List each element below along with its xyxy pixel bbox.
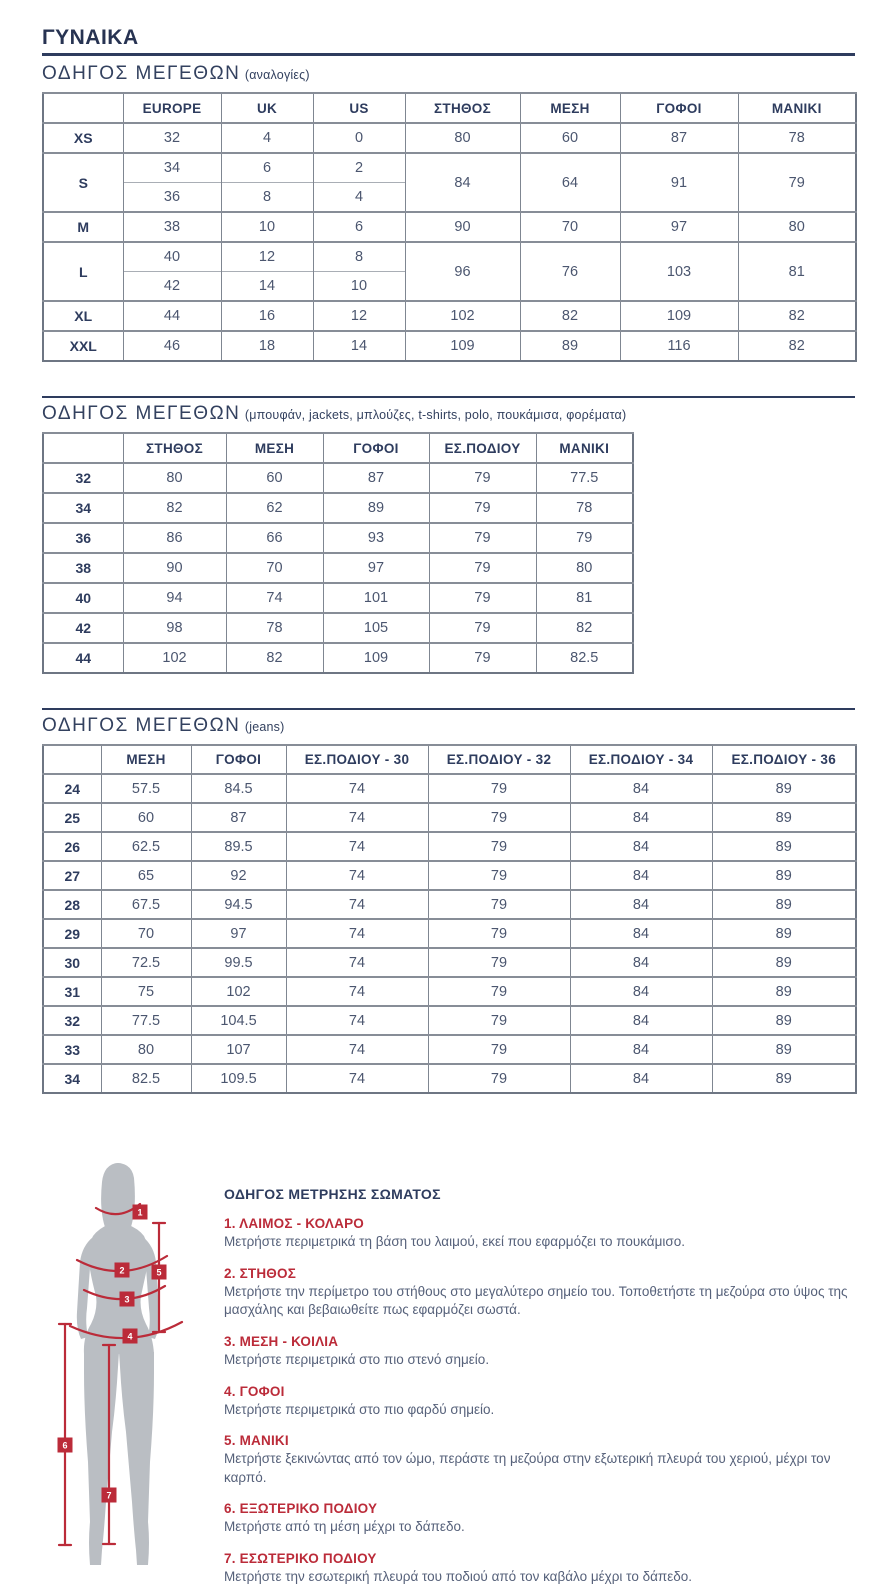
value-cell: 101 xyxy=(323,583,429,613)
value-cell: 2 xyxy=(313,153,405,183)
value-cell: 84.5 xyxy=(191,774,286,803)
measure-item-heading: 3. ΜΕΣΗ - ΚΟΙΛΙΑ xyxy=(224,1333,339,1349)
value-cell: 105 xyxy=(323,613,429,643)
marker-6-outer-leg xyxy=(58,1438,73,1453)
measure-item-text: Μετρήστε περιμετρικά στο πιο στενό σημείο. xyxy=(224,1351,490,1367)
size-cell: 31 xyxy=(43,977,101,1006)
section-title: ΟΔΗΓΟΣ ΜΕΓΕΘΩΝ xyxy=(42,63,241,84)
table-row xyxy=(43,613,633,643)
value-cell: 89 xyxy=(712,774,856,803)
column-header-inseam-32: ΕΣ.ΠΟΔΙΟΥ - 32 xyxy=(428,745,570,774)
size-table-analogies xyxy=(42,92,857,362)
value-cell: 79 xyxy=(429,553,536,583)
value-cell: 89 xyxy=(712,919,856,948)
svg-text:3: 3 xyxy=(124,1294,130,1305)
value-cell: 84 xyxy=(570,803,712,832)
size-cell: 44 xyxy=(43,643,123,673)
value-cell: 89 xyxy=(712,977,856,1006)
value-cell: 82 xyxy=(123,493,226,523)
value-cell: 40 xyxy=(123,242,221,272)
value-cell: 86 xyxy=(123,523,226,553)
table-row xyxy=(43,212,856,242)
size-cell: S xyxy=(43,153,123,212)
size-cell: 28 xyxy=(43,890,101,919)
table-row xyxy=(43,463,633,493)
value-cell: 18 xyxy=(221,331,313,361)
value-cell: 60 xyxy=(226,463,323,493)
value-cell: 79 xyxy=(738,153,856,212)
size-cell: M xyxy=(43,212,123,242)
svg-text:6: 6 xyxy=(62,1440,68,1451)
value-cell: 80 xyxy=(536,553,633,583)
measure-item-sleeve xyxy=(224,1433,855,1487)
value-cell: 70 xyxy=(101,919,191,948)
size-table-tops xyxy=(42,432,634,674)
value-cell: 79 xyxy=(428,1035,570,1064)
value-cell: 96 xyxy=(405,242,520,301)
section-title: ΟΔΗΓΟΣ ΜΕΓΕΘΩΝ xyxy=(42,715,241,736)
size-cell: XXL xyxy=(43,331,123,361)
title-divider xyxy=(42,53,855,56)
measure-item-text: Μετρήστε ξεκινώντας από τον ώμο, περάστε τη μεζούρα στην εξωτερική πλευρά του χεριού, μέχρι τον καρπό. xyxy=(224,1451,831,1485)
value-cell: 6 xyxy=(313,212,405,242)
value-cell: 78 xyxy=(226,613,323,643)
value-cell: 87 xyxy=(620,123,738,153)
marker-3-waist xyxy=(120,1292,135,1307)
value-cell: 8 xyxy=(313,242,405,272)
value-cell: 60 xyxy=(520,123,620,153)
measure-item-heading: 1. ΛΑΙΜΟΣ - ΚΟΛΑΡΟ xyxy=(224,1216,364,1231)
value-cell: 36 xyxy=(123,183,221,213)
size-cell: 24 xyxy=(43,774,101,803)
value-cell: 90 xyxy=(405,212,520,242)
value-cell: 74 xyxy=(286,1035,428,1064)
table-row xyxy=(43,493,633,523)
table-row xyxy=(43,153,856,183)
value-cell: 109.5 xyxy=(191,1064,286,1093)
value-cell: 76 xyxy=(520,242,620,301)
value-cell: 74 xyxy=(286,977,428,1006)
column-header-chest: ΣΤΗΘΟΣ xyxy=(405,93,520,123)
value-cell: 4 xyxy=(221,123,313,153)
value-cell: 81 xyxy=(536,583,633,613)
table-row xyxy=(43,890,856,919)
table-row xyxy=(43,977,856,1006)
table-row xyxy=(43,301,856,331)
measure-item-outer-leg xyxy=(224,1501,855,1537)
value-cell: 94.5 xyxy=(191,890,286,919)
value-cell: 74 xyxy=(286,948,428,977)
value-cell: 77.5 xyxy=(101,1006,191,1035)
value-cell: 89 xyxy=(712,861,856,890)
measure-item-text: Μετρήστε την περίμετρο του στήθους στο μεγαλύτερο σημείο του. Τοποθετήστε τη μεζούρα στο ύψος της μασχάλης και βεβαιωθείτε πως εφαρμόζει σωστά. xyxy=(224,1283,848,1318)
value-cell: 84 xyxy=(570,890,712,919)
section-heading-tops xyxy=(42,403,855,425)
value-cell: 109 xyxy=(620,301,738,331)
value-cell: 57.5 xyxy=(101,774,191,803)
value-cell: 74 xyxy=(286,1006,428,1035)
measure-item-heading: 6. ΕΞΩΤΕΡΙΚΟ ΠΟΔΙΟΥ xyxy=(224,1501,378,1517)
value-cell: 102 xyxy=(191,977,286,1006)
value-cell: 60 xyxy=(101,803,191,832)
table-row xyxy=(43,774,856,803)
value-cell: 42 xyxy=(123,272,221,302)
female-silhouette xyxy=(77,1163,162,1565)
value-cell: 74 xyxy=(286,861,428,890)
value-cell: 79 xyxy=(428,977,570,1006)
value-cell: 79 xyxy=(428,832,570,861)
value-cell: 38 xyxy=(123,212,221,242)
value-cell: 75 xyxy=(101,977,191,1006)
value-cell: 89 xyxy=(712,803,856,832)
value-cell: 116 xyxy=(620,331,738,361)
table-row xyxy=(43,242,856,272)
table-row xyxy=(43,832,856,861)
value-cell: 79 xyxy=(428,919,570,948)
value-cell: 102 xyxy=(405,301,520,331)
value-cell: 12 xyxy=(221,242,313,272)
value-cell: 97 xyxy=(323,553,429,583)
value-cell: 66 xyxy=(226,523,323,553)
column-header-empty xyxy=(43,433,123,463)
value-cell: 79 xyxy=(429,523,536,553)
size-cell: L xyxy=(43,242,123,301)
section-subtitle: (jeans) xyxy=(244,720,285,734)
column-header-hips: ΓΟΦΟΙ xyxy=(323,433,429,463)
value-cell: 79 xyxy=(429,643,536,673)
measure-item-waist xyxy=(224,1334,855,1370)
value-cell: 64 xyxy=(520,153,620,212)
size-table-jeans xyxy=(42,744,857,1094)
value-cell: 79 xyxy=(428,803,570,832)
value-cell: 79 xyxy=(428,1064,570,1093)
value-cell: 97 xyxy=(191,919,286,948)
marker-7-inner-leg xyxy=(102,1488,117,1503)
value-cell: 94 xyxy=(123,583,226,613)
value-cell: 84 xyxy=(570,774,712,803)
table-row xyxy=(43,1035,856,1064)
value-cell: 74 xyxy=(286,919,428,948)
value-cell: 74 xyxy=(286,1064,428,1093)
value-cell: 98 xyxy=(123,613,226,643)
column-header-hips: ΓΟΦΟΙ xyxy=(620,93,738,123)
size-cell: 27 xyxy=(43,861,101,890)
value-cell: 74 xyxy=(286,774,428,803)
value-cell: 89 xyxy=(520,331,620,361)
value-cell: 89 xyxy=(712,890,856,919)
value-cell: 0 xyxy=(313,123,405,153)
column-header-uk: UK xyxy=(221,93,313,123)
table-row xyxy=(43,331,856,361)
table-row xyxy=(43,803,856,832)
value-cell: 74 xyxy=(286,890,428,919)
value-cell: 4 xyxy=(313,183,405,213)
value-cell: 82 xyxy=(738,301,856,331)
body-measurement-guide xyxy=(42,1162,855,1587)
table-row xyxy=(43,553,633,583)
column-header-empty xyxy=(43,93,123,123)
svg-text:1: 1 xyxy=(137,1207,143,1218)
value-cell: 79 xyxy=(429,583,536,613)
value-cell: 74 xyxy=(286,803,428,832)
measure-item-text: Μετρήστε την εσωτερική πλευρά του ποδιού από τον καβάλο μέχρι το δάπεδο. xyxy=(224,1569,692,1584)
table-row xyxy=(43,919,856,948)
marker-2-chest xyxy=(115,1263,130,1278)
value-cell: 78 xyxy=(738,123,856,153)
table-header-row xyxy=(43,93,856,123)
value-cell: 65 xyxy=(101,861,191,890)
value-cell: 82 xyxy=(536,613,633,643)
size-cell: 25 xyxy=(43,803,101,832)
table-row xyxy=(43,583,633,613)
column-header-empty xyxy=(43,745,101,774)
value-cell: 84 xyxy=(405,153,520,212)
value-cell: 79 xyxy=(428,774,570,803)
value-cell: 80 xyxy=(101,1035,191,1064)
measurement-instructions xyxy=(224,1186,855,1587)
section-subtitle: (μπουφάν, jackets, μπλούζες, t-shirts, polo, πουκάμισα, φορέματα) xyxy=(244,408,627,422)
section-divider xyxy=(42,396,855,398)
value-cell: 84 xyxy=(570,1064,712,1093)
value-cell: 87 xyxy=(323,463,429,493)
value-cell: 80 xyxy=(123,463,226,493)
value-cell: 82 xyxy=(226,643,323,673)
value-cell: 84 xyxy=(570,1006,712,1035)
size-cell: 40 xyxy=(43,583,123,613)
value-cell: 82 xyxy=(738,331,856,361)
value-cell: 89 xyxy=(712,948,856,977)
value-cell: 89 xyxy=(323,493,429,523)
size-cell: 30 xyxy=(43,948,101,977)
value-cell: 70 xyxy=(226,553,323,583)
measure-item-inner-leg xyxy=(224,1551,855,1587)
value-cell: 84 xyxy=(570,977,712,1006)
table-row xyxy=(43,123,856,153)
marker-4-hips xyxy=(123,1329,138,1344)
marker-1-neck xyxy=(133,1205,148,1220)
value-cell: 14 xyxy=(313,331,405,361)
svg-text:2: 2 xyxy=(119,1265,125,1276)
value-cell: 97 xyxy=(620,212,738,242)
value-cell: 84 xyxy=(570,832,712,861)
value-cell: 89 xyxy=(712,1035,856,1064)
measure-item-text: Μετρήστε από τη μέση μέχρι το δάπεδο. xyxy=(224,1519,465,1535)
body-measurement-figure xyxy=(32,1162,222,1587)
measure-item-chest xyxy=(224,1266,855,1320)
value-cell: 79 xyxy=(428,948,570,977)
measure-item-heading: 2. ΣΤΗΘΟΣ xyxy=(224,1265,297,1281)
value-cell: 34 xyxy=(123,153,221,183)
value-cell: 78 xyxy=(536,493,633,523)
size-cell: 34 xyxy=(43,1064,101,1093)
table-row xyxy=(43,948,856,977)
measure-item-text: Μετρήστε περιμετρικά στο πιο φαρδύ σημείο. xyxy=(224,1401,495,1417)
value-cell: 79 xyxy=(536,523,633,553)
value-cell: 87 xyxy=(191,803,286,832)
column-header-hips: ΓΟΦΟΙ xyxy=(191,745,286,774)
table-row xyxy=(43,1006,856,1035)
value-cell: 62 xyxy=(226,493,323,523)
value-cell: 89 xyxy=(712,1006,856,1035)
value-cell: 79 xyxy=(429,493,536,523)
column-header-waist: ΜΕΣΗ xyxy=(101,745,191,774)
column-header-chest: ΣΤΗΘΟΣ xyxy=(123,433,226,463)
value-cell: 79 xyxy=(428,1006,570,1035)
svg-text:4: 4 xyxy=(127,1331,133,1342)
size-cell: 32 xyxy=(43,1006,101,1035)
value-cell: 10 xyxy=(313,272,405,302)
column-header-waist: ΜΕΣΗ xyxy=(520,93,620,123)
value-cell: 6 xyxy=(221,153,313,183)
value-cell: 46 xyxy=(123,331,221,361)
column-header-inseam-34: ΕΣ.ΠΟΔΙΟΥ - 34 xyxy=(570,745,712,774)
value-cell: 89.5 xyxy=(191,832,286,861)
measure-item-heading: 7. ΕΣΩΤΕΡΙΚΟ ΠΟΔΙΟΥ xyxy=(224,1551,377,1566)
value-cell: 79 xyxy=(429,613,536,643)
table-row xyxy=(43,523,633,553)
value-cell: 82.5 xyxy=(101,1064,191,1093)
value-cell: 107 xyxy=(191,1035,286,1064)
value-cell: 10 xyxy=(221,212,313,242)
section-heading-analogies xyxy=(42,63,855,85)
value-cell: 84 xyxy=(570,861,712,890)
value-cell: 103 xyxy=(620,242,738,301)
marker-5-sleeve xyxy=(152,1265,167,1280)
value-cell: 109 xyxy=(323,643,429,673)
column-header-us: US xyxy=(313,93,405,123)
size-cell: 33 xyxy=(43,1035,101,1064)
value-cell: 79 xyxy=(428,861,570,890)
value-cell: 84 xyxy=(570,948,712,977)
size-cell: 29 xyxy=(43,919,101,948)
table-header-row xyxy=(43,433,633,463)
value-cell: 79 xyxy=(428,890,570,919)
size-cell: XL xyxy=(43,301,123,331)
value-cell: 82.5 xyxy=(536,643,633,673)
value-cell: 70 xyxy=(520,212,620,242)
svg-text:5: 5 xyxy=(156,1267,162,1278)
value-cell: 91 xyxy=(620,153,738,212)
measure-item-heading: 4. ΓΟΦΟΙ xyxy=(224,1383,285,1399)
value-cell: 92 xyxy=(191,861,286,890)
measure-item-neck xyxy=(224,1216,855,1252)
value-cell: 74 xyxy=(286,832,428,861)
value-cell: 62.5 xyxy=(101,832,191,861)
column-header-inseam-36: ΕΣ.ΠΟΔΙΟΥ - 36 xyxy=(712,745,856,774)
column-header-waist: ΜΕΣΗ xyxy=(226,433,323,463)
value-cell: 102 xyxy=(123,643,226,673)
value-cell: 16 xyxy=(221,301,313,331)
value-cell: 90 xyxy=(123,553,226,583)
value-cell: 8 xyxy=(221,183,313,213)
value-cell: 14 xyxy=(221,272,313,302)
column-header-inseam: ΕΣ.ΠΟΔΙΟΥ xyxy=(429,433,536,463)
value-cell: 12 xyxy=(313,301,405,331)
size-cell: 34 xyxy=(43,493,123,523)
size-cell: 36 xyxy=(43,523,123,553)
column-header-inseam-30: ΕΣ.ΠΟΔΙΟΥ - 30 xyxy=(286,745,428,774)
value-cell: 32 xyxy=(123,123,221,153)
value-cell: 80 xyxy=(405,123,520,153)
section-heading-jeans xyxy=(42,715,855,737)
value-cell: 93 xyxy=(323,523,429,553)
value-cell: 74 xyxy=(226,583,323,613)
column-header-europe: EUROPE xyxy=(123,93,221,123)
value-cell: 44 xyxy=(123,301,221,331)
size-cell: 38 xyxy=(43,553,123,583)
value-cell: 79 xyxy=(429,463,536,493)
measure-item-text: Μετρήστε περιμετρικά τη βάση του λαιμού, εκεί που εφαρμόζει το πουκάμισο. xyxy=(224,1234,685,1249)
section-subtitle: (αναλογίες) xyxy=(244,68,310,82)
value-cell: 81 xyxy=(738,242,856,301)
size-cell: 26 xyxy=(43,832,101,861)
value-cell: 89 xyxy=(712,1064,856,1093)
table-header-row xyxy=(43,745,856,774)
svg-text:7: 7 xyxy=(106,1490,112,1501)
female-silhouette-diagram xyxy=(32,1162,222,1582)
value-cell: 77.5 xyxy=(536,463,633,493)
value-cell: 72.5 xyxy=(101,948,191,977)
value-cell: 104.5 xyxy=(191,1006,286,1035)
measure-item-heading: 5. ΜΑΝΙΚΙ xyxy=(224,1433,289,1449)
value-cell: 67.5 xyxy=(101,890,191,919)
value-cell: 89 xyxy=(712,832,856,861)
table-row xyxy=(43,643,633,673)
size-cell: 32 xyxy=(43,463,123,493)
value-cell: 99.5 xyxy=(191,948,286,977)
value-cell: 82 xyxy=(520,301,620,331)
measurement-guide-title: ΟΔΗΓΟΣ ΜΕΤΡΗΣΗΣ ΣΩΜΑΤΟΣ xyxy=(224,1186,441,1202)
size-cell: XS xyxy=(43,123,123,153)
table-row xyxy=(43,1064,856,1093)
table-row xyxy=(43,861,856,890)
section-title: ΟΔΗΓΟΣ ΜΕΓΕΘΩΝ xyxy=(42,403,241,424)
value-cell: 84 xyxy=(570,1035,712,1064)
column-header-sleeve: ΜΑΝΙΚΙ xyxy=(738,93,856,123)
section-divider xyxy=(42,708,855,710)
value-cell: 109 xyxy=(405,331,520,361)
value-cell: 80 xyxy=(738,212,856,242)
size-cell: 42 xyxy=(43,613,123,643)
measure-item-hips xyxy=(224,1384,855,1420)
page-title: ΓΥΝΑΙΚΑ xyxy=(42,26,139,49)
value-cell: 84 xyxy=(570,919,712,948)
column-header-sleeve: ΜΑΝΙΚΙ xyxy=(536,433,633,463)
